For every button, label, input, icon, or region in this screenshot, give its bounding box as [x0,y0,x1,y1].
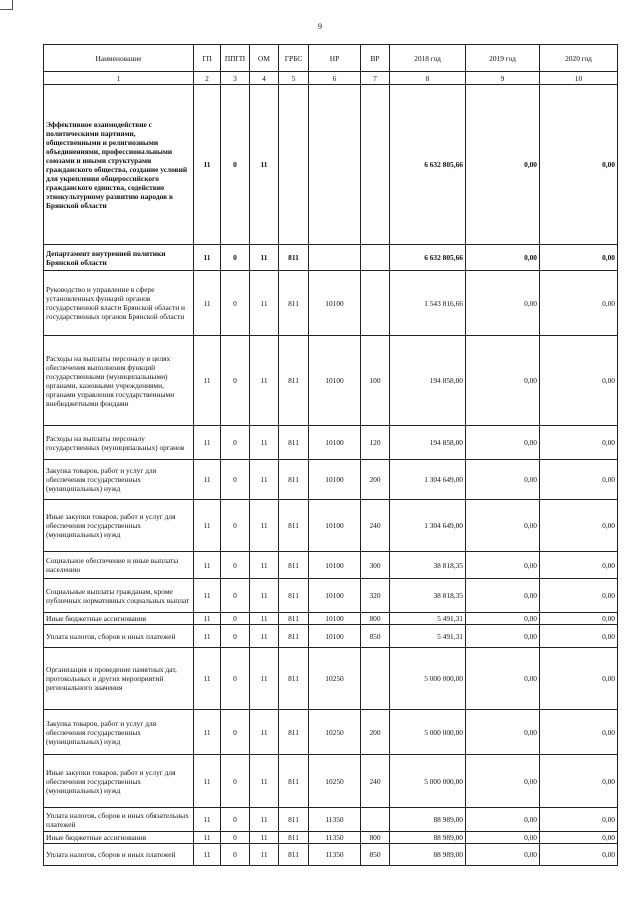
cell-nr: 10100 [309,426,361,460]
cell-gp: 11 [194,808,221,832]
cell-2019: 0,00 [466,426,540,460]
cell-grbs: 811 [279,613,309,625]
row-name: Расходы на выплаты персоналу государственных (муниципальных) органов [44,426,194,460]
cell-2019: 0,00 [466,460,540,500]
cell-om: 11 [250,245,279,271]
row-name: Департамент внутренней политики Брянской области [44,245,194,271]
row-name: Эффективное взаимодействие с политическими партиями, общественными и религиозными объединениями, профессиональными союзами и иными структурами гражданского общества, создание условий для укрепления общероссийского гражданского единства, содействие этнокультурному развитию народов в Брянской области [44,85,194,245]
cell-2020: 0,00 [540,336,618,426]
cell-grbs: 811 [279,460,309,500]
row-name: Иные закупки товаров, работ и услуг для обеспечения государственных (муниципальных) нужд [44,755,194,808]
cell-2020: 0,00 [540,426,618,460]
cell-vr: 240 [361,500,390,552]
cell-2019: 0,00 [466,552,540,579]
cell-om: 11 [250,500,279,552]
cell-2018: 6 632 805,66 [390,245,466,271]
row-name: Иные закупки товаров, работ и услуг для обеспечения государственных (муниципальных) нужд [44,500,194,552]
cell-nr: 10250 [309,648,361,710]
cell-nr: 10100 [309,613,361,625]
cell-vr [361,85,390,245]
cell-2020: 0,00 [540,460,618,500]
cell-ppgp: 0 [221,500,250,552]
cell-gp: 11 [194,426,221,460]
cell-vr: 100 [361,336,390,426]
table-row [44,579,618,613]
cell-2019: 0,00 [466,625,540,648]
cell-om: 11 [250,426,279,460]
table-row [44,755,618,808]
table-row [44,500,618,552]
column-header: Наименование [44,45,194,72]
cell-om: 11 [250,648,279,710]
cell-ppgp: 0 [221,648,250,710]
cell-om: 11 [250,755,279,808]
cell-2020: 0,00 [540,271,618,336]
cell-2018: 5 491,31 [390,613,466,625]
cell-2019: 0,00 [466,808,540,832]
cell-vr [361,245,390,271]
table-row [44,336,618,426]
cell-om: 11 [250,271,279,336]
cell-2019: 0,00 [466,832,540,844]
cell-vr: 200 [361,710,390,755]
row-name: Социальное обеспечение и иные выплаты населению [44,552,194,579]
budget-table [43,44,618,866]
cell-gp: 11 [194,625,221,648]
table-row [44,460,618,500]
cell-2020: 0,00 [540,552,618,579]
cell-2018: 5 000 000,00 [390,710,466,755]
cell-om: 11 [250,85,279,245]
cell-nr: 11350 [309,808,361,832]
cell-2020: 0,00 [540,500,618,552]
table-body [44,85,618,866]
cell-2018: 88 989,00 [390,844,466,866]
cell-2018: 194 858,00 [390,426,466,460]
cell-om: 11 [250,832,279,844]
column-header: 2019 год [466,45,540,72]
cell-gp: 11 [194,832,221,844]
cell-2018: 5 491,31 [390,625,466,648]
column-header: ГП [194,45,221,72]
column-number: 3 [221,72,250,85]
cell-nr [309,245,361,271]
cell-ppgp: 0 [221,245,250,271]
cell-gp: 11 [194,271,221,336]
row-name: Уплата налогов, сборов и иных обязательных платежей [44,808,194,832]
column-number: 2 [194,72,221,85]
cell-grbs: 811 [279,808,309,832]
cell-2018: 5 000 000,00 [390,755,466,808]
table-row [44,613,618,625]
cell-vr: 240 [361,755,390,808]
cell-gp: 11 [194,552,221,579]
cell-2019: 0,00 [466,844,540,866]
table-row [44,245,618,271]
row-name: Иные бюджетные ассигнования [44,832,194,844]
column-header: ППГП [221,45,250,72]
cell-gp: 11 [194,844,221,866]
table-row [44,710,618,755]
cell-2018: 1 304 649,00 [390,500,466,552]
row-name: Организация и проведение памятных дат, протокольных и других мероприятий регионального значения [44,648,194,710]
cell-gp: 11 [194,460,221,500]
cell-ppgp: 0 [221,85,250,245]
cell-grbs: 811 [279,579,309,613]
cell-gp: 11 [194,85,221,245]
cell-2020: 0,00 [540,648,618,710]
row-name: Закупка товаров, работ и услуг для обеспечения государственных (муниципальных) нужд [44,710,194,755]
cell-ppgp: 0 [221,460,250,500]
cell-vr: 800 [361,613,390,625]
column-header: 2020 год [540,45,618,72]
table-row [44,844,618,866]
cell-ppgp: 0 [221,832,250,844]
cell-nr: 10250 [309,755,361,808]
cell-ppgp: 0 [221,271,250,336]
cell-om: 11 [250,808,279,832]
cell-2019: 0,00 [466,648,540,710]
column-number: 5 [279,72,309,85]
cell-grbs: 811 [279,648,309,710]
cell-2018: 88 989,00 [390,832,466,844]
cell-om: 11 [250,460,279,500]
cell-2018: 1 304 649,00 [390,460,466,500]
cell-vr: 200 [361,460,390,500]
table-row [44,808,618,832]
cell-ppgp: 0 [221,755,250,808]
cell-2019: 0,00 [466,336,540,426]
row-name: Закупка товаров, работ и услуг для обеспечения государственных (муниципальных) нужд [44,460,194,500]
cell-2019: 0,00 [466,755,540,808]
column-header: НР [309,45,361,72]
cell-nr [309,85,361,245]
column-number: 8 [390,72,466,85]
table-row [44,625,618,648]
cell-2019: 0,00 [466,710,540,755]
cell-gp: 11 [194,710,221,755]
row-name: Иные бюджетные ассигнования [44,613,194,625]
column-header: ВР [361,45,390,72]
cell-ppgp: 0 [221,552,250,579]
column-header: ОМ [250,45,279,72]
cell-2020: 0,00 [540,245,618,271]
cell-2018: 38 818,35 [390,579,466,613]
cell-grbs: 811 [279,336,309,426]
cell-grbs: 811 [279,500,309,552]
cell-2020: 0,00 [540,755,618,808]
cell-vr [361,808,390,832]
cell-2019: 0,00 [466,579,540,613]
cell-vr: 800 [361,832,390,844]
cell-nr: 10100 [309,460,361,500]
cell-nr: 10100 [309,552,361,579]
cell-om: 11 [250,710,279,755]
cell-grbs: 811 [279,552,309,579]
cell-nr: 10100 [309,579,361,613]
cell-gp: 11 [194,648,221,710]
cell-2019: 0,00 [466,271,540,336]
column-number: 10 [540,72,618,85]
row-name: Руководство и управление в сфере установленных функций органов государственной власти Брянской области и государственных органов Брянской области [44,271,194,336]
cell-gp: 11 [194,755,221,808]
cell-2020: 0,00 [540,613,618,625]
cell-ppgp: 0 [221,710,250,755]
table-row [44,426,618,460]
cell-gp: 11 [194,245,221,271]
table-row [44,832,618,844]
cell-2018: 1 543 816,66 [390,271,466,336]
cell-2019: 0,00 [466,85,540,245]
cell-vr: 300 [361,552,390,579]
cell-2018: 38 818,35 [390,552,466,579]
cell-2018: 194 858,00 [390,336,466,426]
cell-nr: 10100 [309,336,361,426]
cell-gp: 11 [194,336,221,426]
cell-ppgp: 0 [221,579,250,613]
cell-2020: 0,00 [540,832,618,844]
cell-2018: 88 989,00 [390,808,466,832]
cell-grbs [279,85,309,245]
cell-vr: 320 [361,579,390,613]
row-name: Социальные выплаты гражданам, кроме публичных нормативных социальных выплат [44,579,194,613]
cell-2019: 0,00 [466,245,540,271]
cell-grbs: 811 [279,755,309,808]
cell-ppgp: 0 [221,426,250,460]
cell-grbs: 811 [279,625,309,648]
column-header: 2018 год [390,45,466,72]
cell-vr: 850 [361,625,390,648]
cell-nr: 10250 [309,710,361,755]
cell-vr: 120 [361,426,390,460]
cell-2018: 5 000 000,00 [390,648,466,710]
cell-om: 11 [250,613,279,625]
cell-om: 11 [250,844,279,866]
column-header: ГРБС [279,45,309,72]
cell-vr: 850 [361,844,390,866]
row-name: Расходы на выплаты персоналу в целях обеспечения выполнения функций государственными (муниципальными) органами, казенными учреждениями, органами управления государственными внебюджетными фондами [44,336,194,426]
column-number: 7 [361,72,390,85]
cell-ppgp: 0 [221,625,250,648]
cell-nr: 10100 [309,271,361,336]
scan-corner-mark [0,0,13,10]
cell-nr: 11350 [309,844,361,866]
cell-grbs: 811 [279,426,309,460]
cell-2020: 0,00 [540,625,618,648]
cell-2020: 0,00 [540,808,618,832]
table-row [44,271,618,336]
cell-gp: 11 [194,613,221,625]
cell-2018: 6 632 805,66 [390,85,466,245]
cell-nr: 10100 [309,500,361,552]
table-row [44,552,618,579]
cell-nr: 11350 [309,832,361,844]
cell-2019: 0,00 [466,500,540,552]
cell-om: 11 [250,625,279,648]
row-name: Уплата налогов, сборов и иных платежей [44,625,194,648]
cell-grbs: 811 [279,710,309,755]
header-row [44,45,618,72]
cell-grbs: 811 [279,271,309,336]
cell-2020: 0,00 [540,710,618,755]
cell-gp: 11 [194,579,221,613]
cell-vr [361,648,390,710]
cell-2019: 0,00 [466,613,540,625]
cell-nr: 10100 [309,625,361,648]
cell-2020: 0,00 [540,85,618,245]
cell-ppgp: 0 [221,613,250,625]
table-row [44,85,618,245]
column-number: 1 [44,72,194,85]
cell-om: 11 [250,552,279,579]
cell-ppgp: 0 [221,808,250,832]
row-name: Уплата налогов, сборов и иных платежей [44,844,194,866]
cell-grbs: 811 [279,245,309,271]
cell-ppgp: 0 [221,336,250,426]
page-number: 9 [318,22,322,31]
cell-grbs: 811 [279,832,309,844]
cell-2020: 0,00 [540,844,618,866]
cell-om: 11 [250,336,279,426]
column-number: 6 [309,72,361,85]
cell-2020: 0,00 [540,579,618,613]
cell-vr [361,271,390,336]
table-row [44,648,618,710]
column-number: 9 [466,72,540,85]
cell-gp: 11 [194,500,221,552]
column-number: 4 [250,72,279,85]
cell-grbs: 811 [279,844,309,866]
column-number-row [44,72,618,85]
cell-ppgp: 0 [221,844,250,866]
cell-om: 11 [250,579,279,613]
